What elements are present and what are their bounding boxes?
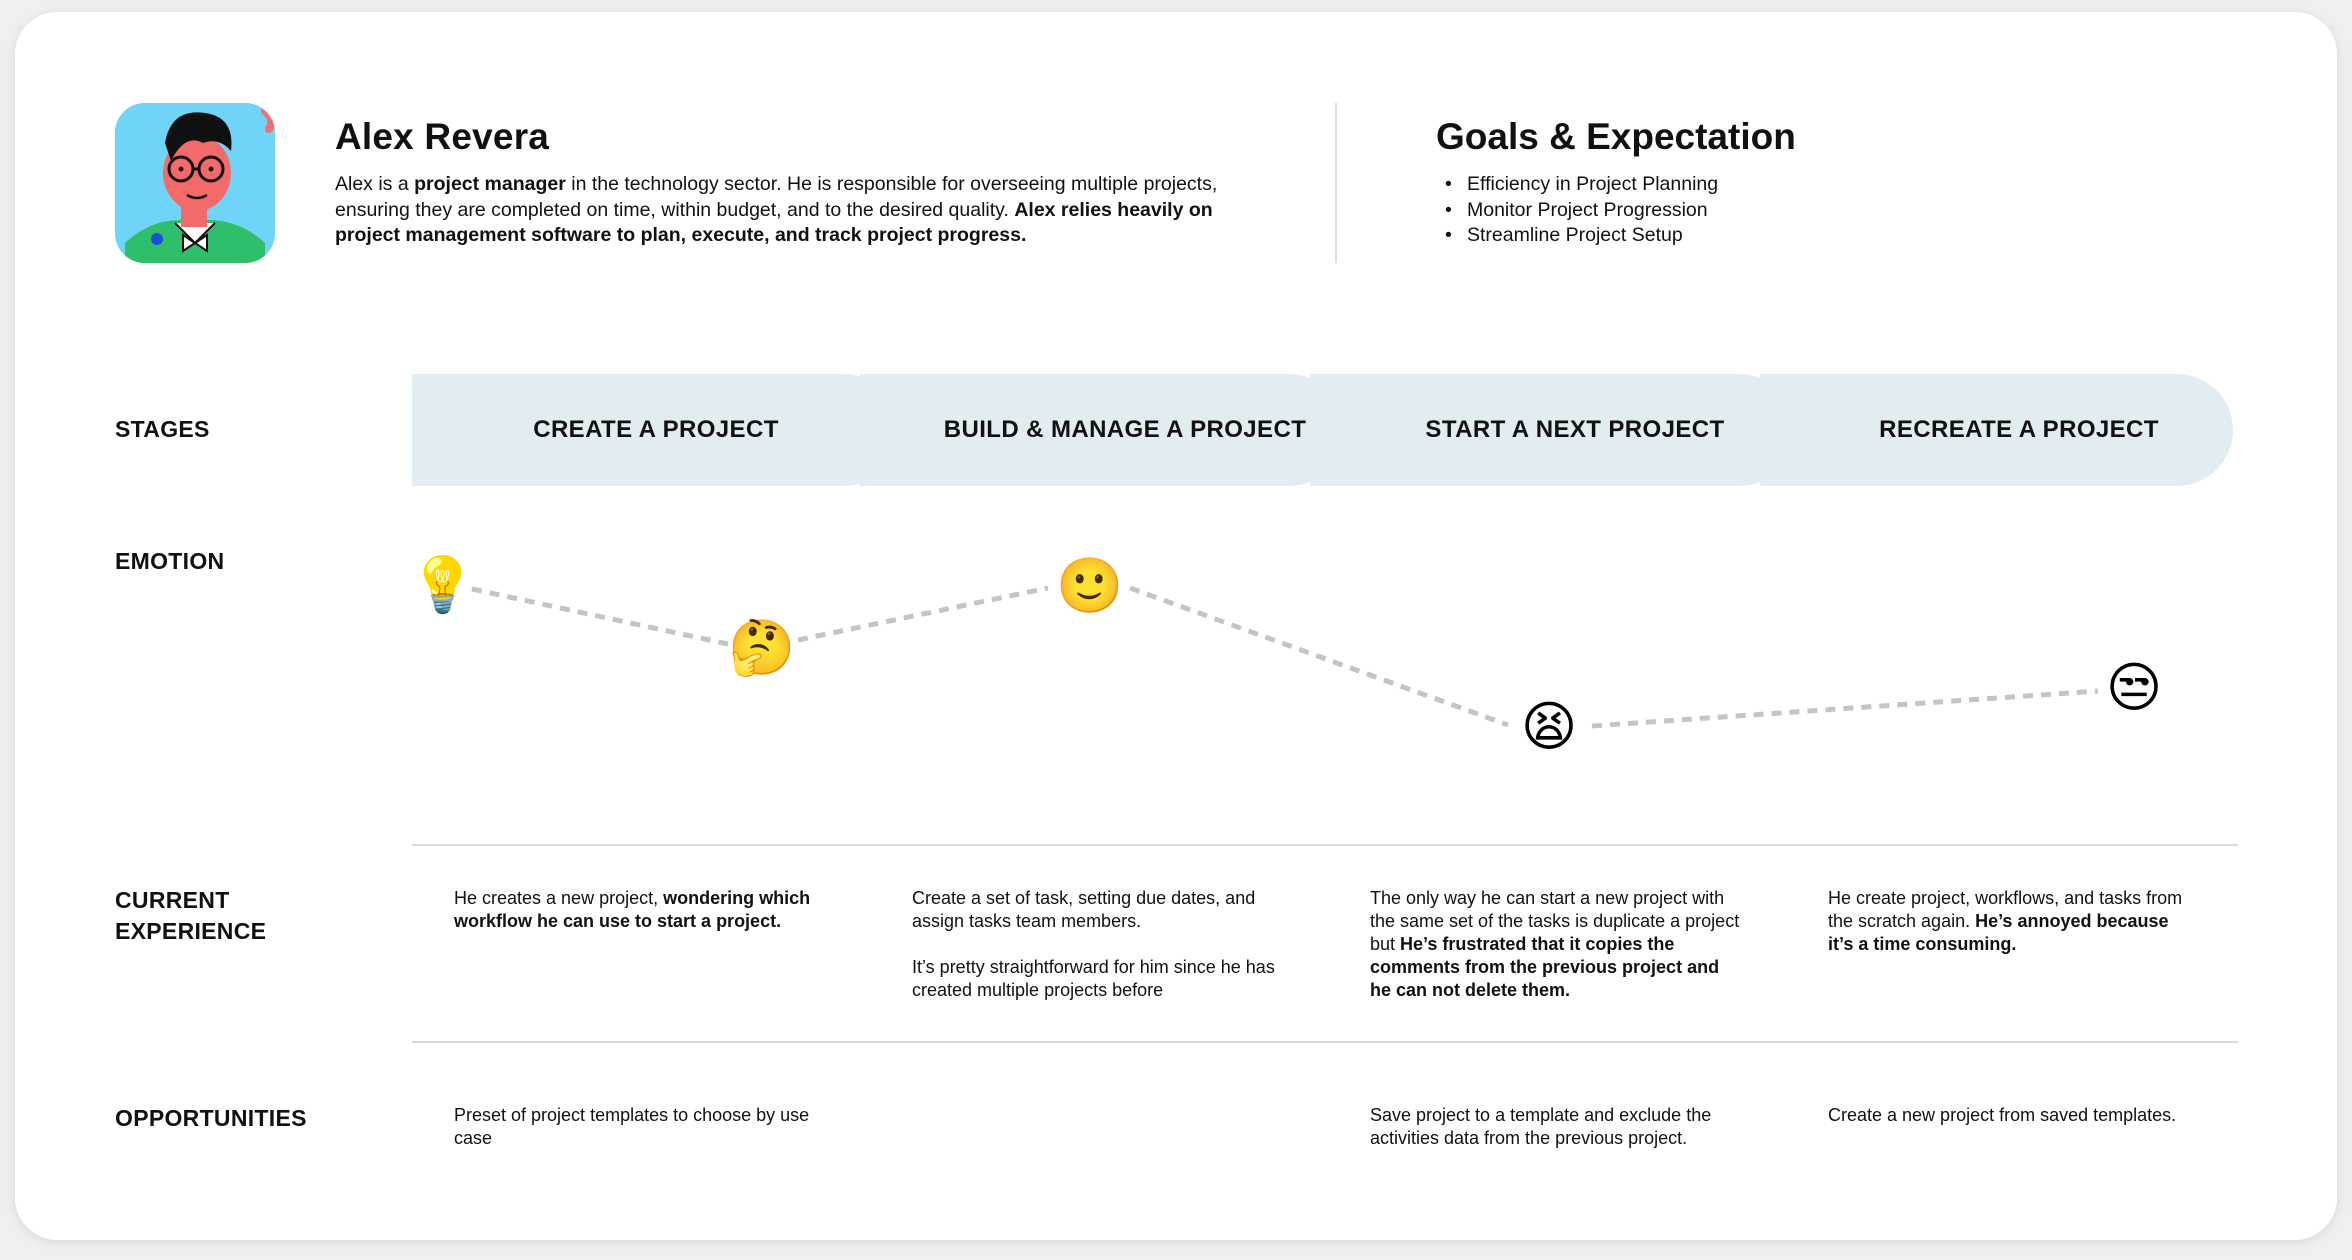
thinking-face-emoji: 🤔 [728, 618, 796, 678]
goals-title: Goals & Expectation [1436, 116, 1796, 157]
opportunity-cell: Save project to a template and exclude the activities data from the previous project. [1370, 1105, 1712, 1148]
row-label-stages: STAGES [115, 416, 210, 442]
goal-item: • Monitor Project Progression [1445, 198, 1718, 224]
stage-label: BUILD & MANAGE A PROJECT [943, 416, 1307, 443]
emotion-connector [472, 589, 728, 644]
goal-item: • Efficiency in Project Planning [1445, 172, 1718, 198]
bold-text: project manager [414, 173, 566, 195]
row-label-line: CURRENT [115, 887, 230, 913]
emotion-connector [798, 588, 1048, 640]
bold-text: Alex relies heavily on project management software to plan, execute, and track project progress. [335, 198, 1213, 246]
stage-create-project [412, 374, 900, 486]
unamused-face-emoji: 😒 [2105, 658, 2163, 718]
section-divider [412, 1041, 2238, 1043]
row-label-opportunities: OPPORTUNITIES [115, 1105, 307, 1131]
text: The only way he can start a new project with the same set of the tasks is duplicate a project but [1370, 888, 1740, 954]
stage-label: CREATE A PROJECT [533, 416, 779, 443]
section-divider [412, 844, 2238, 846]
text: Create a set of task, setting due dates, and assign tasks team members. [912, 888, 1256, 931]
stages-lane [412, 374, 2238, 486]
row-label-emotion: EMOTION [115, 548, 225, 574]
current-experience-cell [1370, 887, 1740, 1002]
lightbulb-emoji: 💡 [409, 555, 477, 615]
stage-label: START A NEXT PROJECT [1425, 416, 1725, 443]
text: He creates a new project, [454, 888, 664, 908]
row-label-line: EXPERIENCE [115, 918, 267, 944]
stage-build-manage-project [855, 374, 1345, 486]
stage-recreate-project [1755, 374, 2233, 486]
emotion-connector [1592, 691, 2098, 726]
paragraph-gap [912, 933, 1282, 956]
current-experience-cell [912, 887, 1282, 1002]
tired-face-emoji: 😫 [1520, 697, 1578, 757]
stage-start-next-project [1305, 374, 1795, 486]
opportunity-cell: Create a new project from saved templates. [1828, 1105, 2177, 1125]
bold-text: He’s annoyed because it’s a time consuming. [1828, 911, 2169, 954]
text: He create project, workflows, and tasks from the scratch again. [1828, 888, 2183, 931]
text: It’s pretty straightforward for him since he has created multiple projects before [912, 957, 1275, 1000]
stage-label: RECREATE A PROJECT [1879, 416, 2159, 443]
emotion-connector [1130, 588, 1508, 725]
bold-text: wondering which workflow he can use to start a project. [454, 888, 811, 931]
slightly-smiling-face-emoji: 🙂 [1056, 556, 1124, 616]
goal-item: • Streamline Project Setup [1445, 223, 1718, 249]
persona-name: Alex Revera [335, 116, 550, 157]
current-experience-cell [454, 887, 824, 933]
bold-text: He’s frustrated that it copies the comments from the previous project and he can not delete them. [1370, 934, 1720, 1000]
text: Alex is a [335, 173, 415, 195]
current-experience-cell [1828, 887, 2198, 956]
text: in the technology sector. He is responsible for overseeing multiple projects, ensuring they are completed on time, within budget, and to the desired quality. [335, 173, 1218, 221]
opportunity-cell: Preset of project templates to choose by use case [454, 1105, 810, 1148]
